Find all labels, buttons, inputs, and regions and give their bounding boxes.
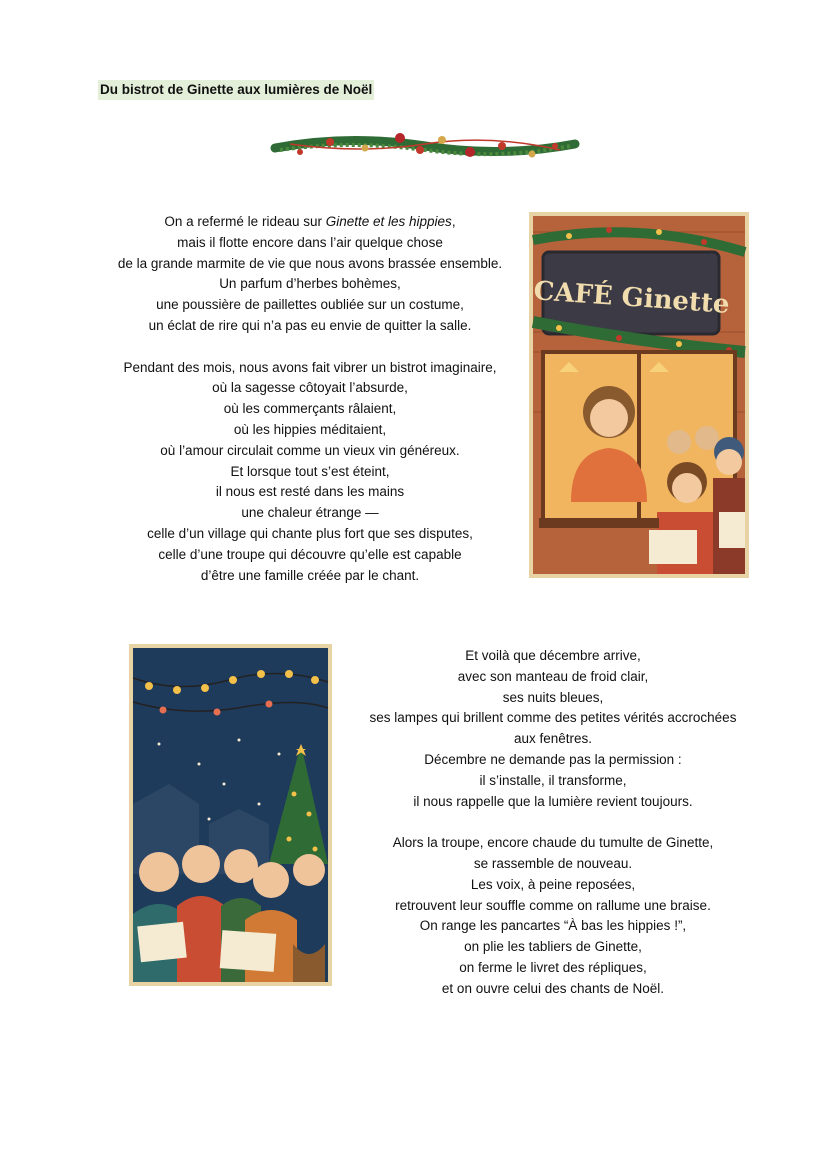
poem-line: aux fenêtres.	[513, 731, 593, 747]
poem-line: Décembre ne demande pas la permission :	[424, 751, 682, 767]
poem-line: celle d’une troupe qui découvre qu’elle est capable	[158, 546, 462, 562]
poem-line: On a refermé le rideau sur Ginette et les hippies,	[164, 214, 456, 229]
poem-line: avec son manteau de froid clair,	[457, 668, 649, 684]
poem-line: où l’amour circulait comme un vieux vin généreux.	[160, 442, 460, 458]
poem-line: Alors la troupe, encore chaude du tumulte de Ginette,	[392, 835, 714, 851]
cafe-sign-text: CAFÉ Ginette	[532, 276, 731, 320]
poem-line: il nous est resté dans les mains	[215, 484, 405, 500]
poem-block-top	[100, 212, 520, 586]
cafe-ginette-illustration	[529, 212, 749, 578]
poem-line: se rassemble de nouveau.	[473, 855, 633, 871]
poem-line: où les hippies méditaient,	[233, 421, 387, 437]
poem-line: de la grande marmite de vie que nous avons brassée ensemble.	[117, 255, 503, 271]
poem-line: une chaleur étrange —	[241, 505, 379, 521]
poem-line: Et voilà que décembre arrive,	[465, 648, 641, 663]
poem-line: il nous rappelle que la lumière revient toujours.	[413, 793, 693, 809]
poem-line: ses nuits bleues,	[502, 689, 604, 705]
carolers-illustration	[129, 644, 332, 986]
poem-line: où la sagesse côtoyait l’absurde,	[212, 380, 408, 396]
poem-line: et on ouvre celui des chants de Noël.	[441, 980, 665, 996]
poem-line: on plie les tabliers de Ginette,	[464, 939, 642, 955]
poem-line: d’être une famille créée par le chant.	[200, 567, 420, 583]
poem-line: mais il flotte encore dans l’air quelque chose	[177, 234, 443, 250]
poem-line: Les voix, à peine reposées,	[470, 876, 636, 892]
poem-line: Pendant des mois, nous avons fait vibrer un bistrot imaginaire,	[123, 359, 497, 375]
poem-line: on ferme le livret des répliques,	[459, 959, 647, 975]
poem-line: Un parfum d’herbes bohèmes,	[219, 276, 401, 292]
poem-line: une poussière de paillettes oubliée sur un costume,	[156, 297, 464, 313]
poem-block-bottom	[348, 646, 758, 1000]
poem-line: où les commerçants râlaient,	[223, 401, 397, 417]
poem-line: ses lampes qui brillent comme des petites vérités accrochées	[369, 710, 737, 726]
poem-line: celle d’un village qui chante plus fort que ses disputes,	[147, 525, 473, 541]
poem-line: il s’installe, il transforme,	[479, 772, 627, 788]
poem-line: retrouvent leur souffle comme on rallume une braise.	[395, 897, 711, 913]
poem-line: Et lorsque tout s’est éteint,	[230, 463, 390, 479]
poem-line: un éclat de rire qui n’a pas eu envie de quitter la salle.	[148, 317, 472, 333]
page-title: Du bistrot de Ginette aux lumières de Noël	[98, 80, 374, 100]
christmas-garland-icon	[270, 124, 580, 170]
poem-line: On range les pancartes “À bas les hippies !”,	[419, 918, 687, 934]
